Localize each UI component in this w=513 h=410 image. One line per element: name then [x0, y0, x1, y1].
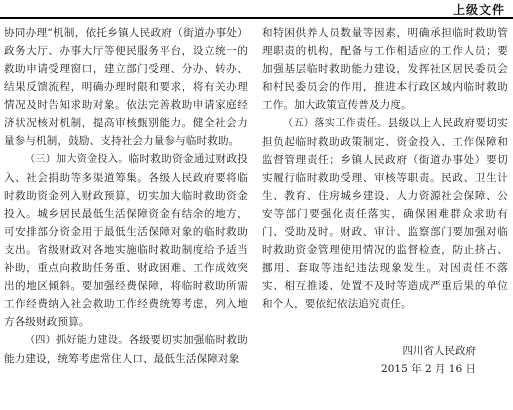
- section-heading-capacity: （四）抓好能力建设。: [25, 335, 129, 346]
- left-paragraph-2: [4, 150, 248, 331]
- left-column: [4, 24, 248, 368]
- right-paragraph-2: [262, 114, 508, 313]
- issue-date: 2015 年 2 月 16 日: [381, 363, 476, 375]
- right-column: [262, 24, 508, 313]
- right-paragraph-1: 和特困供养人员数量等因素，明确承担临时救助管理职责的机构，配备与工作相适应的工作人员；要加强基层临时救助能力建设，发挥社区居民委员会和村民委员会的作用，推进本行政区域内临时救助工作。加大政策宣传普及力度。: [262, 27, 508, 111]
- issuer-name: 四川省人民政府: [402, 345, 476, 357]
- left-paragraph-1: 协同办理”机制，依托乡镇人民政府（街道办事处）政务大厅、办事大厅等便民服务平台，设立统一的救助申请受理窗口，建立部门受理、分办、转办、结果反馈流程，明确办理时限和要求，将有关办理情况及时告知求助对象。依法完善救助申请家庭经济状况核对机制，提高审核甄别能力。健全社会力量参与机制，鼓励、支持社会力量参与临时救助。: [4, 27, 248, 147]
- section-body-capacity: 各级要切实加强临时救助能力建设，统筹考虑常住人口、最低生活保障对象: [4, 334, 249, 365]
- section-heading-funding: （三）加大资金投入。: [25, 154, 129, 165]
- header-label: 上级文件: [452, 3, 505, 17]
- left-paragraph-3: [4, 331, 248, 368]
- section-heading-responsibility: （五）落实工作责任。: [283, 118, 388, 129]
- section-body-funding: 临时救助资金通过财政投入、社会捐助等多渠道筹集。各级人民政府要将临时救助资金列入财政预算，切实加大临时救助资金投入。城乡居民最低生活保障资金有结余的地方，可安排部分资金用于最低生活保障对象的临时救助支出。省级财政对各地实施临时救助制度给予适当补助，重点向救助任务重、财政困难、工作成效突出的地区倾斜。要加强经费保障，将临时救助所需工作经费纳入社会救助工作经费统筹考虑，列入地方各级财政预算。: [4, 153, 249, 328]
- header-divider: [0, 17, 513, 19]
- section-body-responsibility: 县级以上人民政府要切实担负起临时救助政策制定、资金投入、工作保障和监督管理责任；乡镇人民政府（街道办事处）要切实履行临时救助受理、审核等职责。民政、卫生计生、教育、住房城乡建设、人力资源社会保障、公安等部门要强化责任落实，确保困难群众求助有门、受助及时。财政、审计、监察部门要加强对临时救助资金管理使用情况的监督检查，防止挤占、挪用、套取等违纪违法现象发生。对因责任不落实、相互推诿、处置不及时等造成严重后果的单位和个人，要依纪依法追究责任。: [262, 117, 509, 310]
- signature-block: [262, 342, 508, 378]
- document-header: [0, 0, 513, 18]
